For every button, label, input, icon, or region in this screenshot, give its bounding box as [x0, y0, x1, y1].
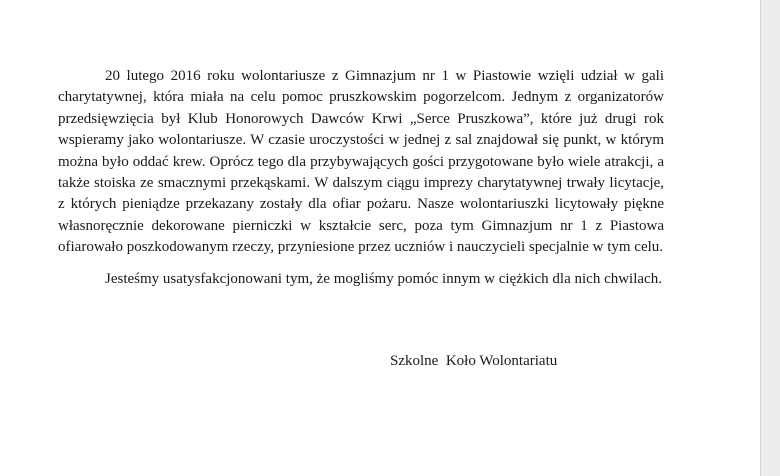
- signature: Szkolne Koło Wolontariatu: [390, 353, 558, 369]
- document-body: [58, 66, 664, 290]
- page-right-margin: [760, 0, 780, 476]
- paragraph-event-report: 20 lutego 2016 roku wolontariusze z Gimnazjum nr 1 w Piastowie wzięli udział w gali charytatywnej, która miała na celu pomoc pruszkowskim pogorzelcom. Jednym z organizatorów przedsięwzięcia był Klub Honorowych Dawców Krwi „Serce Pruszkowa”, które już drugi rok wspieramy jako wolontariusze. W czasie uroczystości w jednej z sal znajdował się punkt, w którym można było oddać krew. Oprócz tego dla przybywających gości przygotowane było wiele atrakcji, a także stoiska ze smacznymi przekąskami. W dalszym ciągu imprezy charytatywnej trwały licytacje, z których pieniądze przekazany zostały dla ofiar pożaru. Nasze wolontariuszki licytowały piękne własnoręcznie dekorowane pierniczki w kształcie serc, poza tym Gimnazjum nr 1 z Piastowa ofiarowało poszkodowanym rzeczy, przyniesione przez uczniów i nauczycieli specjalnie w tym celu.: [58, 68, 664, 256]
- paragraph-closing: Jesteśmy usatysfakcjonowani tym, że mogliśmy pomóc innym w ciężkich dla nich chwilach.: [105, 270, 662, 287]
